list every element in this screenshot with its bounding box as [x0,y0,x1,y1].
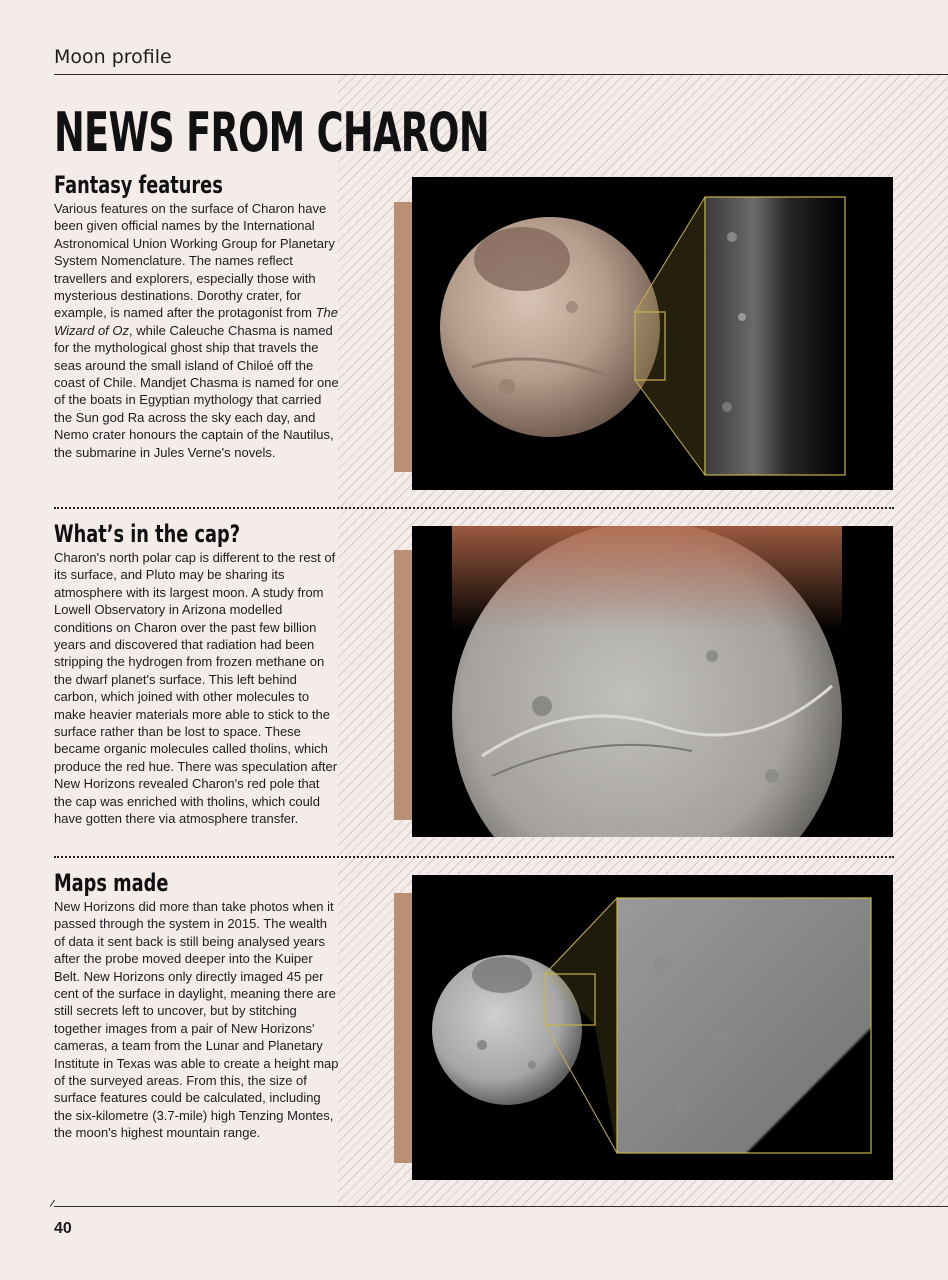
body-text-part: , while Caleuche Chasma is named for the mythological ghost ship that travels the seas around the small island of Chiloé off the coast of Chile. Mandjet Chasma is named for one of the boats in Egyptian mythology that carried the Sun god Ra across the sky each day, and Nemo crater honours the captain of the Nautilus, the submarine in Jules Verne's novels. [54,322,339,460]
charon-polar-cap-image [412,526,893,837]
footer-rule [54,1206,948,1207]
section-heading: What’s in the cap? [54,520,241,548]
charon-map-image [412,875,893,1180]
page-title: NEWS FROM CHARON [54,101,489,164]
section-body [54,200,340,461]
section-label: Moon profile [54,46,172,68]
accent-tab [394,202,412,472]
italic-title: The Wizard of Oz [54,305,338,338]
section-maps-made [54,870,340,1142]
section-body: Charon's north polar cap is different to the rest of its surface, and Pluto may be sharing its atmosphere with its largest moon. A study from Lowell Observatory in Arizona modelled conditions on Charon over the past few billion years and discovered that radiation had been stripping the hydrogen from frozen methane on the dwarf planet's surface. This left behind carbon, which joined with other molecules to make heavier materials more able to stick to the surface rather than be lost to space. These became organic molecules called tholins, which produce the red hue. There was speculation after New Horizons revealed Charon's red pole that the cap was enriched with tholins, which could have gotten there via atmosphere transfer. [54,550,338,827]
section-divider [54,856,894,858]
header-rule [54,74,948,75]
charon-photo-with-inset [412,177,893,490]
section-heading: Fantasy features [54,171,223,199]
section-heading: Maps made [54,869,169,897]
section-body: New Horizons did more than take photos when it passed through the system in 2015. The wealth of data it sent back is still being analysed years after the probe moved deeper into the Kuiper Belt. New Horizons only directly imaged 45 per cent of the surface in daylight, meaning there are still secrets left to uncover, but by stitching together images from a pair of New Horizons' cameras, a team from the Lunar and Planetary Institute in Texas was able to create a height map of the surveyed areas. From this, the size of surface features could be calculated, including the six-kilometre (3.7-mile) high Tenzing Montes, the moon's highest mountain range. [54,899,339,1141]
section-polar-cap [54,521,340,828]
charon-map-photo-with-inset [412,875,893,1180]
section-divider [54,507,894,509]
body-text-part: Various features on the surface of Charon have been given official names by the International Astronomical Union Working Group for Planetary System Nomenclature. The names reflect travellers and explorers, especially those with mysterious destinations. Dorothy crater, for example, is named after the protagonist from [54,201,335,321]
page-number: 40 [54,1220,72,1237]
charon-globe-image [412,177,893,490]
charon-closeup-photo [412,526,893,837]
accent-tab [394,550,412,820]
accent-tab [394,893,412,1163]
section-fantasy-features [54,172,340,461]
